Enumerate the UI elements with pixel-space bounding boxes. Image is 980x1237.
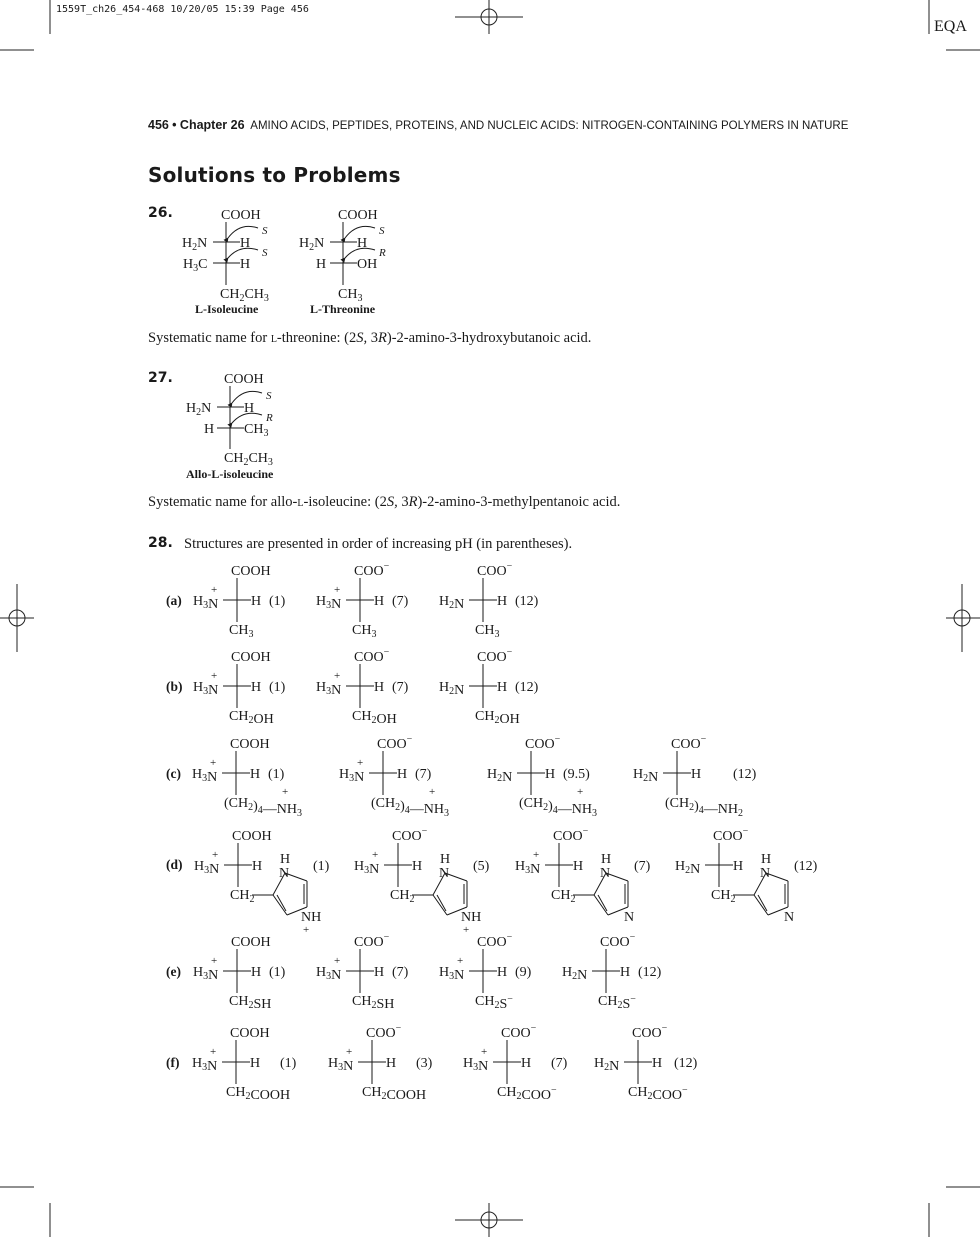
right-group: H xyxy=(374,965,385,980)
ring-n: N xyxy=(439,866,450,881)
svg-text:COOH: COOH xyxy=(338,208,378,223)
right-group: H xyxy=(497,680,508,695)
side-chain-methylene: $CH_2$ xyxy=(551,888,576,905)
charge-plus: + xyxy=(210,757,217,769)
side-chain-ammonium: $(CH_2)_4—NH_3$ xyxy=(519,796,598,819)
side-chain-amine: $(CH_2)_4—NH_2$ xyxy=(665,796,744,819)
left-group: $H_3N$ xyxy=(193,680,219,698)
ph-label: (12) xyxy=(515,594,539,609)
right-group: H xyxy=(251,680,262,695)
svg-text:CH2CH3: $CH_2CH_3$ xyxy=(224,451,273,468)
top-group: COO− xyxy=(354,561,390,579)
side-chain-carboxylic: $CH_2COOH$ xyxy=(226,1085,291,1103)
svg-text:H: H xyxy=(204,422,215,437)
top-group: COO− xyxy=(377,734,413,752)
right-group: H xyxy=(545,767,556,782)
top-group: COOH xyxy=(232,829,272,844)
left-group: $H_3N$ xyxy=(354,859,380,877)
right-group: H xyxy=(521,1056,532,1071)
right-group: H xyxy=(620,965,631,980)
top-group: COOH xyxy=(231,564,271,579)
ph-label: (1) xyxy=(269,680,286,695)
left-group: $H_2N$ xyxy=(487,767,513,785)
svg-text:CH2CH3: $CH_2CH_3$ xyxy=(220,287,269,304)
right-group: H xyxy=(691,767,702,782)
ph-label: (1) xyxy=(269,965,286,980)
svg-text:S: S xyxy=(266,390,272,402)
svg-text:H: H xyxy=(240,257,251,272)
side-chain-ammonium: $(CH_2)_4—NH_3$ xyxy=(224,796,303,819)
charge-plus: + xyxy=(457,955,464,967)
right-group: H xyxy=(412,859,423,874)
top-group: COO− xyxy=(600,932,636,950)
left-group: $H_3N$ xyxy=(316,594,342,612)
top-group: COOH xyxy=(231,935,271,950)
right-group: H xyxy=(251,965,262,980)
ring-n: N xyxy=(784,910,795,925)
ph-label: (7) xyxy=(634,859,651,874)
ph-label: (7) xyxy=(415,767,432,782)
side-chain-methyl: $CH_3$ xyxy=(475,623,500,640)
left-group: $H_3N$ xyxy=(192,1056,218,1074)
problem-28-intro: Structures are presented in order of increasing pH (in parentheses). xyxy=(184,536,573,552)
top-group: COO− xyxy=(553,826,589,844)
top-group: COO− xyxy=(632,1023,668,1041)
section-title: Solutions to Problems xyxy=(148,163,401,187)
ph-label: (9) xyxy=(515,965,532,980)
row-label-a: (a) xyxy=(166,593,182,608)
svg-text:H2N: $H_2N$ xyxy=(186,401,212,418)
top-group: COOH xyxy=(230,1026,270,1041)
side-chain-carboxylate: $CH_2COO^-$ xyxy=(628,1085,688,1103)
chapter-label: Chapter 26 xyxy=(179,118,245,132)
svg-text:H3C: $H_3C$ xyxy=(183,257,208,274)
structure-allo-l-isoleucine xyxy=(217,386,262,449)
svg-text:H2N: $H_2N$ xyxy=(299,236,325,253)
side-chain-carboxylate: $CH_2COO^-$ xyxy=(497,1085,557,1103)
charge-plus: + xyxy=(211,584,218,596)
top-group: COO− xyxy=(354,647,390,665)
left-group: $H_2N$ xyxy=(562,965,588,983)
svg-text:H: H xyxy=(244,401,255,416)
left-group: $H_3N$ xyxy=(193,965,219,983)
ring-h: H xyxy=(440,852,451,867)
ring-nh: NH xyxy=(461,910,482,925)
row-label-c: (c) xyxy=(166,766,181,781)
threonine-caption: L-Threonine xyxy=(310,302,376,316)
right-group: H xyxy=(374,680,385,695)
problem-27-number: 27. xyxy=(148,370,173,386)
right-group: H xyxy=(733,859,744,874)
ring-n: N xyxy=(760,866,771,881)
ph-label: (9.5) xyxy=(563,767,590,782)
svg-text:R: R xyxy=(379,247,386,259)
left-group: $H_3N$ xyxy=(192,767,218,785)
charge-plus: + xyxy=(357,757,364,769)
ph-label: (12) xyxy=(733,767,757,782)
problem-26-statement: Systematic name for l-threonine: (2S, 3R)-2-amino-3-hydroxybutanoic acid. xyxy=(148,330,592,346)
svg-text:H: H xyxy=(240,236,251,251)
printer-slug: 1559T_ch26_454-468 10/20/05 15:39 Page 456 xyxy=(56,4,309,15)
left-group: $H_3N$ xyxy=(439,965,465,983)
svg-text:S: S xyxy=(262,247,268,259)
charge-plus: + xyxy=(429,786,436,798)
left-group: $H_2N$ xyxy=(439,594,465,612)
top-group: COO− xyxy=(392,826,428,844)
charge-plus: + xyxy=(533,849,540,861)
ph-label: (12) xyxy=(638,965,662,980)
charge-plus: + xyxy=(212,849,219,861)
ring-n: N xyxy=(624,910,635,925)
side-chain-hydroxymethyl: $CH_2OH$ xyxy=(475,709,520,727)
left-group: $H_2N$ xyxy=(439,680,465,698)
ring-h: H xyxy=(761,852,772,867)
charge-plus: + xyxy=(211,670,218,682)
svg-text:CH3: $CH_3$ xyxy=(338,287,363,304)
ring-h: H xyxy=(601,852,612,867)
problem-27-statement: Systematic name for allo-l-isoleucine: (2S, 3R)-2-amino-3-methylpentanoic acid. xyxy=(148,494,621,510)
charge-plus: + xyxy=(334,955,341,967)
row-label-e: (e) xyxy=(166,964,181,979)
right-group: H xyxy=(252,859,263,874)
top-group: COO− xyxy=(525,734,561,752)
left-group: $H_3N$ xyxy=(328,1056,354,1074)
problem-26-number: 26. xyxy=(148,205,173,221)
top-group: COOH xyxy=(231,650,271,665)
page-number: 456 xyxy=(148,118,169,132)
right-group: H xyxy=(573,859,584,874)
side-chain-hydroxymethyl: $CH_2OH$ xyxy=(352,709,397,727)
top-group: COO− xyxy=(713,826,749,844)
ph-label: (7) xyxy=(392,965,409,980)
svg-text:R: R xyxy=(266,412,273,424)
svg-text:H: H xyxy=(316,257,327,272)
ring-n: N xyxy=(279,866,290,881)
row-label-b: (b) xyxy=(166,679,183,694)
structure-l-threonine xyxy=(330,222,378,285)
top-group: COOH xyxy=(230,737,270,752)
right-group: H xyxy=(497,594,508,609)
svg-text:CH3: $CH_3$ xyxy=(244,422,269,439)
left-group: $H_3N$ xyxy=(463,1056,489,1074)
ph-label: (12) xyxy=(674,1056,698,1071)
ph-label: (7) xyxy=(392,680,409,695)
ph-label: (1) xyxy=(280,1056,297,1071)
left-group: $H_3N$ xyxy=(193,594,219,612)
top-group: COO− xyxy=(366,1023,402,1041)
svg-text:S: S xyxy=(262,225,268,237)
left-group: $H_3N$ xyxy=(339,767,365,785)
svg-text:S: S xyxy=(379,225,385,237)
charge-plus: + xyxy=(282,786,289,798)
right-group: H xyxy=(386,1056,397,1071)
top-group: COO− xyxy=(477,561,513,579)
ph-label: (1) xyxy=(269,594,286,609)
ph-label: (5) xyxy=(473,859,490,874)
left-group: $H_3N$ xyxy=(194,859,220,877)
ring-nh: NH xyxy=(301,910,322,925)
svg-text:H2N: $H_2N$ xyxy=(182,236,208,253)
right-group: H xyxy=(250,767,261,782)
side-chain-hydroxymethyl: $CH_2OH$ xyxy=(229,709,274,727)
side-chain-methylene: $CH_2$ xyxy=(230,888,255,905)
left-group: $H_2N$ xyxy=(594,1056,620,1074)
side-chain-methylene: $CH_2$ xyxy=(390,888,415,905)
ring-h: H xyxy=(280,852,291,867)
ph-label: (12) xyxy=(794,859,818,874)
left-group: $H_3N$ xyxy=(515,859,541,877)
ph-label: (12) xyxy=(515,680,539,695)
allo-isoleucine-caption: Allo-L-isoleucine xyxy=(186,467,274,481)
svg-text:H: H xyxy=(357,236,368,251)
chapter-title: AMINO ACIDS, PEPTIDES, PROTEINS, AND NUCLEIC ACIDS: NITROGEN-CONTAINING POLYMERS IN NATURE xyxy=(250,120,849,132)
ph-label: (7) xyxy=(551,1056,568,1071)
top-group: COO− xyxy=(501,1023,537,1041)
side-chain-thiol: $CH_2SH$ xyxy=(352,994,395,1012)
left-group: $H_3N$ xyxy=(316,680,342,698)
running-head: 456 • Chapter 26 AMINO ACIDS, PEPTIDES, PROTEINS, AND NUCLEIC ACIDS: NITROGEN-CONTAINING POLYMERS IN NATURE xyxy=(148,118,849,132)
ph-label: (3) xyxy=(416,1056,433,1071)
side-chain-thiolate: $CH_2S^-$ xyxy=(475,994,513,1012)
problem-28-number: 28. xyxy=(148,535,173,551)
top-group: COO− xyxy=(671,734,707,752)
side-chain-thiol: $CH_2SH$ xyxy=(229,994,272,1012)
ph-label: (1) xyxy=(313,859,330,874)
isoleucine-caption: L-Isoleucine xyxy=(195,302,259,316)
left-group: $H_3N$ xyxy=(316,965,342,983)
charge-plus: + xyxy=(463,924,470,936)
row-label-f: (f) xyxy=(166,1055,180,1070)
side-chain-ammonium: $(CH_2)_4—NH_3$ xyxy=(371,796,450,819)
charge-plus: + xyxy=(303,924,310,936)
structure-l-isoleucine xyxy=(213,222,258,285)
charge-plus: + xyxy=(334,584,341,596)
charge-plus: + xyxy=(481,1046,488,1058)
right-group: H xyxy=(397,767,408,782)
right-group: H xyxy=(250,1056,261,1071)
right-group: H xyxy=(374,594,385,609)
right-group: H xyxy=(652,1056,663,1071)
charge-plus: + xyxy=(577,786,584,798)
charge-plus: + xyxy=(346,1046,353,1058)
left-group: $H_2N$ xyxy=(633,767,659,785)
charge-plus: + xyxy=(334,670,341,682)
side-chain-methyl: $CH_3$ xyxy=(229,623,254,640)
top-group: COO− xyxy=(354,932,390,950)
ph-label: (7) xyxy=(392,594,409,609)
side-chain-methylene: $CH_2$ xyxy=(711,888,736,905)
side-chain-carboxylic: $CH_2COOH$ xyxy=(362,1085,427,1103)
top-group: COO− xyxy=(477,647,513,665)
left-group: $H_2N$ xyxy=(675,859,701,877)
right-group: H xyxy=(497,965,508,980)
side-chain-thiolate: $CH_2S^-$ xyxy=(598,994,636,1012)
corner-mark: EQA xyxy=(934,18,967,35)
top-group: COO− xyxy=(477,932,513,950)
charge-plus: + xyxy=(372,849,379,861)
ph-label: (1) xyxy=(268,767,285,782)
charge-plus: + xyxy=(211,955,218,967)
ring-n: N xyxy=(600,866,611,881)
row-label-d: (d) xyxy=(166,857,183,872)
svg-text:COOH: COOH xyxy=(221,208,261,223)
side-chain-methyl: $CH_3$ xyxy=(352,623,377,640)
svg-text:COOH: COOH xyxy=(224,372,264,387)
right-group: H xyxy=(251,594,262,609)
svg-text:OH: OH xyxy=(357,257,378,272)
charge-plus: + xyxy=(210,1046,217,1058)
